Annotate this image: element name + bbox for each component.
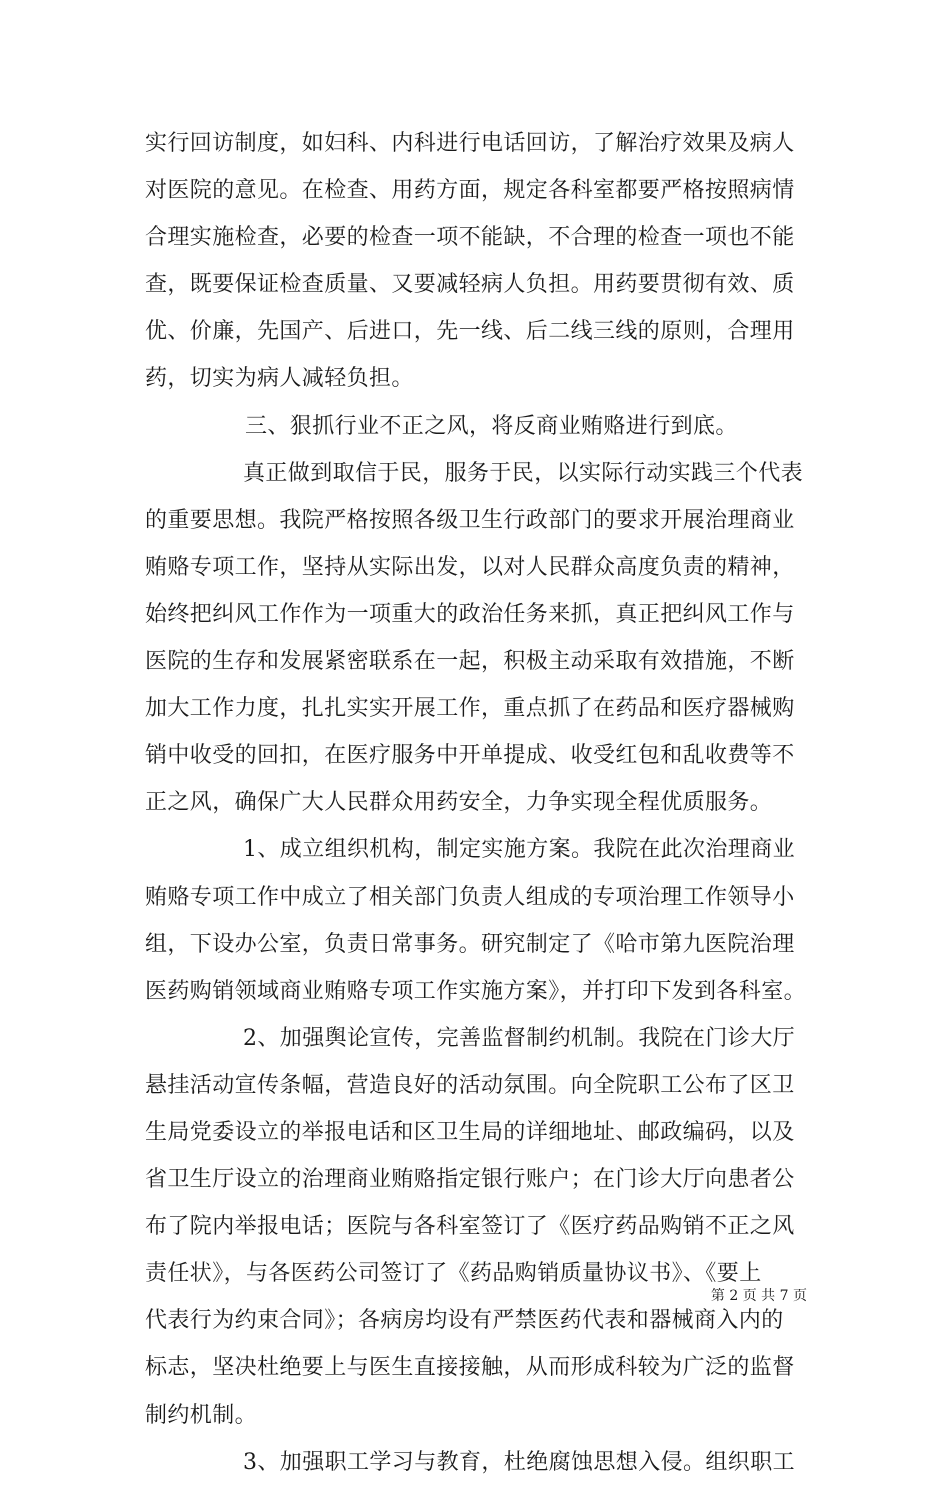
- text-line: 布了院内举报电话；医院与各科室签订了《医疗药品购销不正之风: [145, 1214, 795, 1240]
- text-line: 悬挂活动宣传条幅，营造良好的活动氛围。向全院职工公布了区卫: [145, 1072, 795, 1098]
- text-line: 销中收受的回扣，在医疗服务中开单提成、收受红包和乱收费等不: [145, 743, 795, 769]
- paragraph-first-line: 真正做到取信于民，服务于民，以实际行动实践三个代表: [243, 460, 804, 486]
- text-line: 实行回访制度，如妇科、内科进行电话回访，了解治疗效果及病人: [145, 131, 795, 156]
- text-line: 生局党委设立的举报电话和区卫生局的详细地址、邮政编码，以及: [145, 1119, 795, 1145]
- text-line: 合理实施检查，必要的检查一项不能缺，不合理的检查一项也不能: [145, 225, 795, 251]
- list-item-heading: 3、加强职工学习与教育，杜绝腐蚀思想入侵。组织职工: [243, 1449, 795, 1475]
- page-number-footer: 第 2 页 共 7 页: [710, 1288, 807, 1304]
- list-item-heading: 2、加强舆论宣传，完善监督制约机制。我院在门诊大厅: [243, 1025, 795, 1051]
- text-line: 药，切实为病人减轻负担。: [145, 366, 414, 392]
- text-line: 的重要思想。我院严格按照各级卫生行政部门的要求开展治理商业: [145, 507, 795, 533]
- text-line: 责任状》，与各医药公司签订了《药品购销质量协议书》、《要上: [145, 1261, 762, 1287]
- text-line: 标志，坚决杜绝要上与医生直接接触，从而形成科较为广泛的监督: [145, 1355, 795, 1381]
- text-line: 代表行为约束合同》；各病房均设有严禁医药代表和器械商入内的: [145, 1308, 784, 1334]
- text-line: 始终把纠风工作作为一项重大的政治任务来抓，真正把纠风工作与: [145, 601, 795, 627]
- text-line: 省卫生厅设立的治理商业贿赂指定银行账户；在门诊大厅向患者公: [145, 1167, 795, 1193]
- list-item-heading: 1、成立组织机构，制定实施方案。我院在此次治理商业: [243, 837, 795, 863]
- text-line: 医药购销领域商业贿赂专项工作实施方案》，并打印下发到各科室。: [145, 978, 807, 1004]
- text-line: 制约机制。: [145, 1402, 258, 1428]
- text-line: 查，既要保证检查质量、又要减轻病人负担。用药要贯彻有效、质: [145, 272, 795, 298]
- text-line: 正之风，确保广大人民群众用药安全，力争实现全程优质服务。: [145, 790, 773, 816]
- text-line: 贿赂专项工作中成立了相关部门负责人组成的专项治理工作领导小: [145, 884, 795, 910]
- text-line: 对医院的意见。在检查、用药方面，规定各科室都要严格按照病情: [145, 178, 795, 204]
- text-line: 加大工作力度，扎扎实实开展工作，重点抓了在药品和医疗器械购: [145, 696, 795, 722]
- text-line: 贿赂专项工作，坚持从实际出发，以对人民群众高度负责的精神，: [145, 554, 795, 580]
- document-body: [145, 120, 807, 1486]
- text-line: 医院的生存和发展紧密联系在一起，积极主动采取有效措施，不断: [145, 649, 795, 675]
- text-line: 组，下设办公室，负责日常事务。研究制定了《哈市第九医院治理: [145, 931, 795, 957]
- section-heading: 三、狠抓行业不正之风，将反商业贿赂进行到底。: [245, 413, 738, 439]
- text-line: 优、价廉，先国产、后进口，先一线、后二线三线的原则，合理用: [145, 319, 795, 345]
